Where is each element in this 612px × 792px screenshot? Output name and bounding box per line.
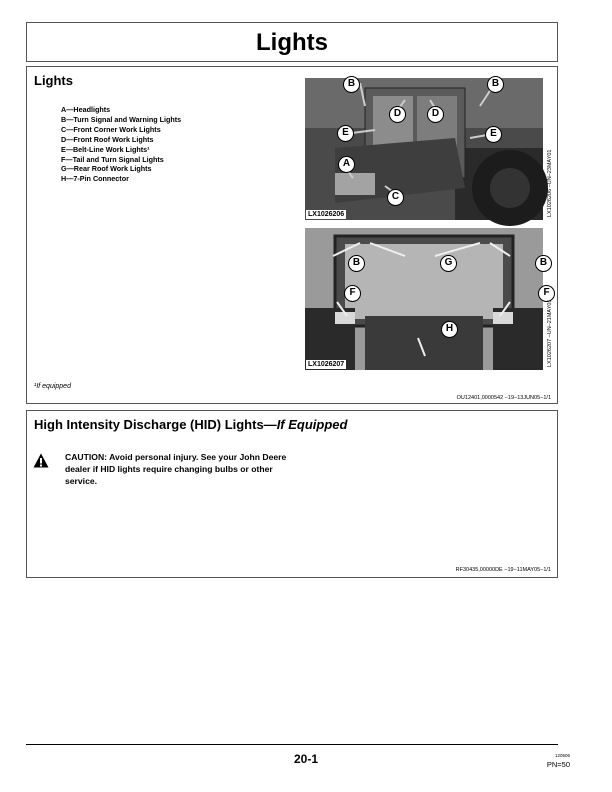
callout-d: D [427, 106, 444, 123]
page-number: 20-1 [293, 752, 319, 766]
section-ref-code: OU12401,0000542 −19−13JUN05−1/1 [456, 395, 551, 401]
callout-d: D [389, 106, 406, 123]
legend-item: A—Headlights [61, 105, 111, 114]
callout-e: E [485, 126, 502, 143]
callout-f: F [538, 285, 555, 302]
tractor-front-photo [305, 78, 543, 220]
date-code: 120506 [554, 753, 570, 758]
pn-number: PN=50 [546, 760, 570, 769]
hid-heading [34, 417, 347, 432]
callout-b: B [343, 76, 360, 93]
hid-heading-text: High Intensity Discharge (HID) Lights— [34, 417, 277, 432]
callout-c: C [387, 189, 404, 206]
callout-b: B [348, 255, 365, 272]
warning-triangle-icon [33, 453, 49, 468]
lights-legend [61, 105, 181, 184]
section-ref-code: RF30435,00000DE −19−11MAY05−1/1 [455, 567, 551, 573]
footnote: ¹If equipped [34, 383, 71, 390]
callout-f: F [344, 285, 361, 302]
photo-code: LX1026206 [308, 211, 345, 218]
caution-text: CAUTION: Avoid personal injury. See your John Deere dealer if HID lights require changing bulbs or other service. [65, 452, 287, 486]
legend-item: E—Belt-Line Work Lights¹ [61, 144, 150, 154]
callout-b: B [535, 255, 552, 272]
lights-heading: Lights [34, 73, 73, 88]
page-title-box [26, 22, 558, 62]
callout-h: H [441, 321, 458, 338]
legend-item: C—Front Corner Work Lights [61, 124, 161, 134]
hid-section [26, 410, 558, 578]
footer-divider [26, 744, 558, 745]
hid-heading-emphasis: If Equipped [276, 417, 348, 432]
callout-b: B [487, 76, 504, 93]
legend-item: B—Turn Signal and Warning Lights [61, 114, 182, 124]
legend-item: H—7-Pin Connector [61, 174, 129, 184]
callout-g: G [440, 255, 457, 272]
photo-side-code: LX1026206 –UN–23MAY01 [547, 149, 553, 217]
callout-a: A [338, 156, 355, 173]
tractor-front-illustration [305, 78, 543, 220]
legend-item: G—Rear Roof Work Lights [61, 164, 152, 174]
photo-side-code: LX1026207 –UN–21MAY01 [547, 299, 553, 367]
lights-section [26, 66, 558, 404]
photo-code: LX1026207 [308, 361, 345, 368]
legend-item: F—Tail and Turn Signal Lights [61, 154, 164, 164]
tractor-rear-illustration [305, 228, 543, 370]
legend-item: D—Front Roof Work Lights [61, 134, 154, 144]
page-title: Lights [256, 29, 328, 56]
callout-e: E [337, 125, 354, 142]
